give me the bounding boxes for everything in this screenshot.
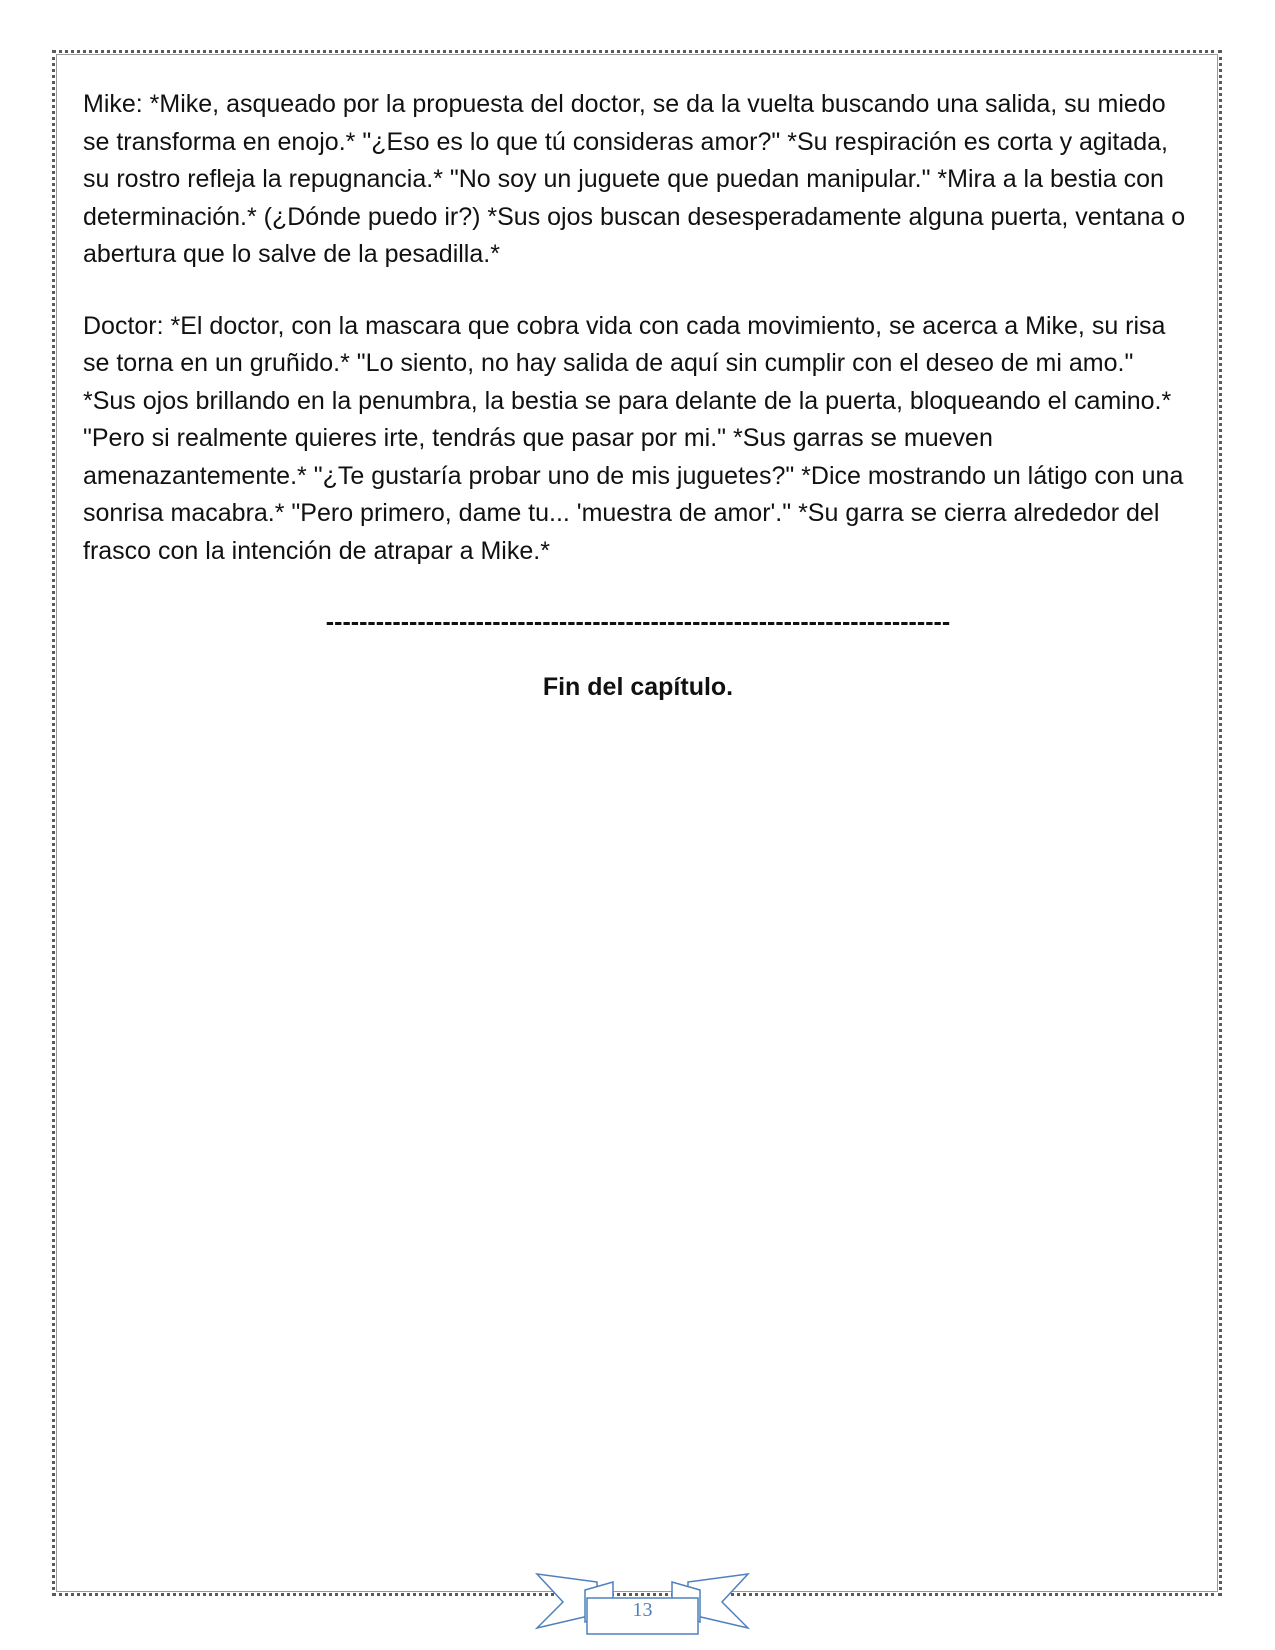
paragraph-mike: Mike: *Mike, asqueado por la propuesta del doctor, se da la vuelta buscando una salida, su miedo se transforma en enojo.* "¿Eso es lo que tú consideras amor?" *Su respiración es corta y agitada, su rostro refleja la repugnancia.* "No soy un juguete que puedan manipular." *Mira a la bestia con determinación.* (¿Dónde puedo ir?) *Sus ojos buscan desesperadamente alguna puerta, ventana o abertura que lo salve de la pesadilla.* [83, 90, 1186, 268]
section-separator: --------------------------------------------------------------------------- [325, 608, 951, 636]
paragraph-doctor: Doctor: *El doctor, con la mascara que cobra vida con cada movimiento, se acerca a Mike, su risa se torna en un gruñido.* "Lo siento, no hay salida de aquí sin cumplir con el deseo de mi amo." *Sus ojos brillando en la penumbra, la bestia se para delante de la puerta, bloqueando el camino.* "Pero si realmente quieres irte, tendrás que pasar por mi." *Sus garras se mueven amenazantemente.* "¿Te gustaría probar uno de mis juguetes?" *Dice mostrando un látigo con una sonrisa macabra.* "Pero primero, dame tu... 'muestra de amor'." *Su garra se cierra alrededor del frasco con la intención de atrapar a Mike.* [83, 311, 1184, 565]
document-body [83, 86, 1193, 706]
page-number: 13 [632, 1599, 653, 1621]
chapter-end-label: Fin del capítulo. [542, 673, 734, 701]
